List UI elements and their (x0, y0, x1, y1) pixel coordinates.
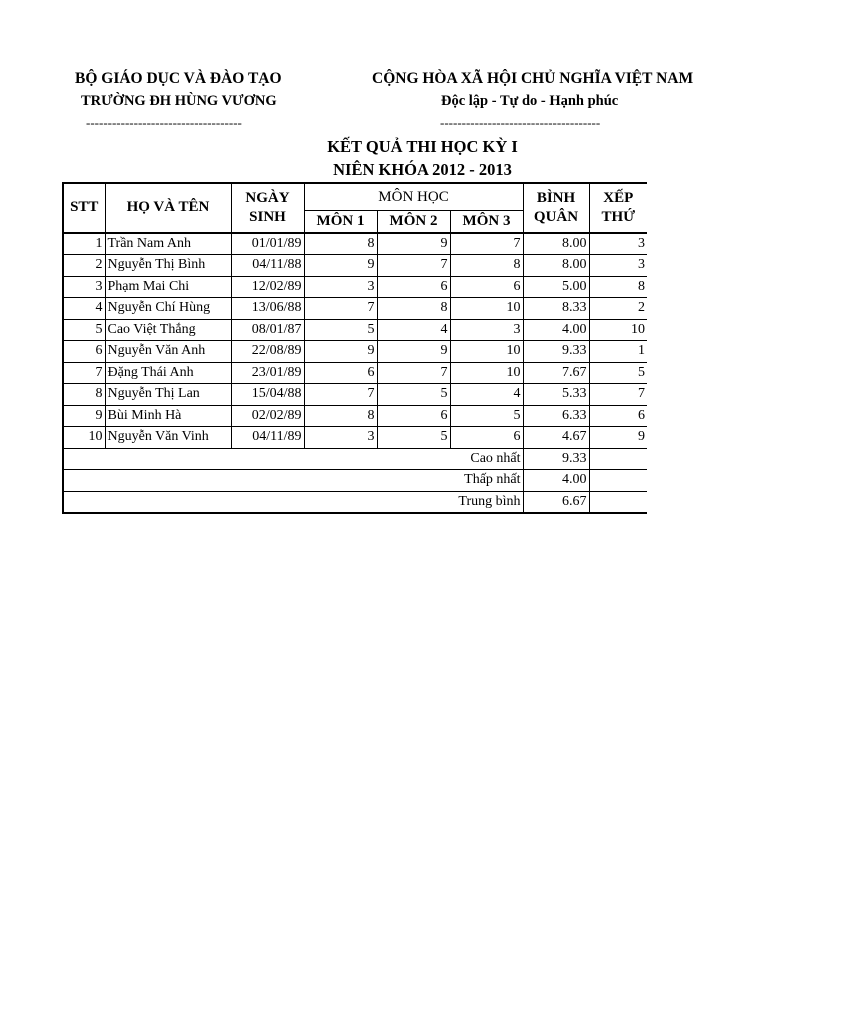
col-header-subject1: MÔN 1 (304, 211, 377, 233)
cell-subject3: 10 (450, 341, 523, 363)
cell-stt: 1 (63, 233, 105, 255)
ministry-name: BỘ GIÁO DỤC VÀ ĐÀO TẠO (75, 70, 282, 87)
cell-rank: 2 (589, 298, 647, 320)
cell-stt: 3 (63, 276, 105, 298)
summary-value: 4.00 (523, 470, 589, 492)
cell-name: Nguyễn Văn Vinh (105, 427, 231, 449)
col-header-avg-line1: BÌNH (536, 189, 576, 206)
cell-stt: 2 (63, 255, 105, 277)
cell-subject2: 5 (377, 384, 450, 406)
cell-name: Bùi Minh Hà (105, 405, 231, 427)
cell-subject1: 9 (304, 255, 377, 277)
cell-subject1: 5 (304, 319, 377, 341)
table-row (63, 384, 647, 406)
table-row (63, 255, 647, 277)
cell-rank: 5 (589, 362, 647, 384)
cell-subject3: 3 (450, 319, 523, 341)
cell-avg: 8.00 (523, 233, 589, 255)
cell-subject2: 8 (377, 298, 450, 320)
table-row (63, 362, 647, 384)
cell-avg: 4.67 (523, 427, 589, 449)
col-header-avg (523, 183, 589, 233)
cell-subject1: 9 (304, 341, 377, 363)
report-title: KẾT QUẢ THI HỌC KỲ I (327, 137, 518, 156)
cell-subject2: 5 (377, 427, 450, 449)
school-name: TRƯỜNG ĐH HÙNG VƯƠNG (81, 93, 277, 109)
cell-subject1: 8 (304, 405, 377, 427)
cell-name: Nguyễn Chí Hùng (105, 298, 231, 320)
summary-empty-cell (589, 491, 647, 513)
cell-dob: 13/06/88 (231, 298, 304, 320)
cell-subject3: 6 (450, 427, 523, 449)
cell-name: Đặng Thái Anh (105, 362, 231, 384)
cell-stt: 4 (63, 298, 105, 320)
national-motto: Độc lập - Tự do - Hạnh phúc (441, 93, 619, 109)
cell-dob: 01/01/89 (231, 233, 304, 255)
col-header-dob (231, 183, 304, 233)
table-row (63, 427, 647, 449)
cell-avg: 5.00 (523, 276, 589, 298)
table-row (63, 298, 647, 320)
cell-name: Cao Việt Thắng (105, 319, 231, 341)
nation-name: CỘNG HÒA XÃ HỘI CHỦ NGHĨA VIỆT NAM (372, 70, 694, 87)
cell-subject1: 7 (304, 384, 377, 406)
cell-rank: 1 (589, 341, 647, 363)
cell-subject2: 9 (377, 341, 450, 363)
cell-subject1: 3 (304, 427, 377, 449)
table-row (63, 233, 647, 255)
col-header-rank-line1: XẾP (603, 189, 634, 206)
cell-avg: 4.00 (523, 319, 589, 341)
cell-avg: 5.33 (523, 384, 589, 406)
cell-subject2: 4 (377, 319, 450, 341)
cell-subject3: 5 (450, 405, 523, 427)
cell-dob: 02/02/89 (231, 405, 304, 427)
cell-stt: 7 (63, 362, 105, 384)
cell-rank: 10 (589, 319, 647, 341)
cell-subject1: 6 (304, 362, 377, 384)
right-divider: ------------------------------------- (440, 115, 601, 130)
cell-name: Phạm Mai Chi (105, 276, 231, 298)
cell-avg: 9.33 (523, 341, 589, 363)
cell-subject2: 6 (377, 276, 450, 298)
summary-row (63, 470, 647, 492)
cell-subject2: 6 (377, 405, 450, 427)
cell-subject2: 7 (377, 255, 450, 277)
cell-rank: 7 (589, 384, 647, 406)
summary-label: Cao nhất (63, 448, 523, 470)
col-header-stt: STT (63, 183, 105, 233)
cell-rank: 3 (589, 255, 647, 277)
col-header-rank (589, 183, 647, 233)
cell-dob: 23/01/89 (231, 362, 304, 384)
summary-label: Thấp nhất (63, 470, 523, 492)
cell-stt: 9 (63, 405, 105, 427)
col-header-subject2: MÔN 2 (377, 211, 450, 233)
summary-value: 9.33 (523, 448, 589, 470)
cell-subject3: 7 (450, 233, 523, 255)
col-header-subjects: MÔN HỌC (304, 183, 523, 211)
summary-value: 6.67 (523, 491, 589, 513)
cell-subject3: 8 (450, 255, 523, 277)
cell-dob: 12/02/89 (231, 276, 304, 298)
cell-dob: 22/08/89 (231, 341, 304, 363)
results-table (62, 182, 647, 514)
cell-avg: 6.33 (523, 405, 589, 427)
summary-empty-cell (589, 470, 647, 492)
cell-stt: 8 (63, 384, 105, 406)
col-header-dob-line1: NGÀY (245, 189, 290, 206)
left-divider: ------------------------------------ (86, 115, 242, 130)
cell-subject3: 4 (450, 384, 523, 406)
cell-subject2: 9 (377, 233, 450, 255)
cell-avg: 8.33 (523, 298, 589, 320)
cell-name: Nguyễn Thị Lan (105, 384, 231, 406)
table-row (63, 405, 647, 427)
cell-subject1: 7 (304, 298, 377, 320)
col-header-name: HỌ VÀ TÊN (105, 183, 231, 233)
cell-stt: 5 (63, 319, 105, 341)
table-row (63, 319, 647, 341)
cell-dob: 15/04/88 (231, 384, 304, 406)
cell-avg: 8.00 (523, 255, 589, 277)
cell-dob: 04/11/89 (231, 427, 304, 449)
cell-name: Trần Nam Anh (105, 233, 231, 255)
col-header-dob-line2: SINH (249, 208, 286, 225)
col-header-rank-line2: THỨ (601, 208, 636, 225)
summary-empty-cell (589, 448, 647, 470)
summary-label: Trung bình (63, 491, 523, 513)
cell-subject1: 8 (304, 233, 377, 255)
report-subtitle: NIÊN KHÓA 2012 - 2013 (333, 160, 512, 179)
cell-rank: 8 (589, 276, 647, 298)
cell-rank: 6 (589, 405, 647, 427)
cell-name: Nguyễn Thị Bình (105, 255, 231, 277)
cell-dob: 08/01/87 (231, 319, 304, 341)
cell-subject1: 3 (304, 276, 377, 298)
cell-stt: 6 (63, 341, 105, 363)
table-row (63, 341, 647, 363)
summary-row (63, 491, 647, 513)
cell-subject3: 10 (450, 362, 523, 384)
col-header-subject3: MÔN 3 (450, 211, 523, 233)
table-row (63, 276, 647, 298)
cell-dob: 04/11/88 (231, 255, 304, 277)
cell-stt: 10 (63, 427, 105, 449)
col-header-avg-line2: QUÂN (533, 208, 579, 225)
cell-rank: 9 (589, 427, 647, 449)
cell-avg: 7.67 (523, 362, 589, 384)
cell-subject3: 10 (450, 298, 523, 320)
cell-subject2: 7 (377, 362, 450, 384)
cell-rank: 3 (589, 233, 647, 255)
summary-row (63, 448, 647, 470)
cell-name: Nguyễn Văn Anh (105, 341, 231, 363)
cell-subject3: 6 (450, 276, 523, 298)
